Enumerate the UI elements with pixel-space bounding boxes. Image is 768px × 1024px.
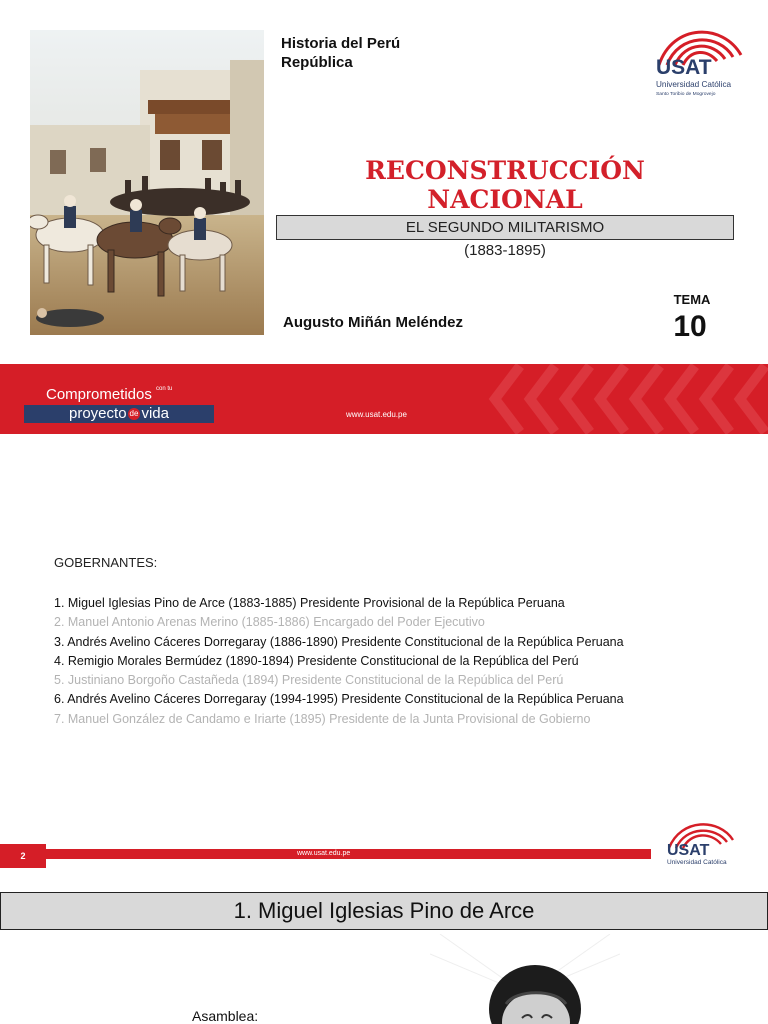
presentation-title [276,156,734,214]
title-line-2: NACIONAL [427,185,583,214]
tema-label: TEMA [673,292,711,307]
usat-logo [653,25,745,105]
historical-painting [30,30,264,335]
rulers-slide [0,434,768,868]
usat-logo-wordmark: USAT [667,842,710,859]
usat-logo-line2: Santo Toribio de Mogrovejo [656,92,716,97]
subtitle-box: EL SEGUNDO MILITARISMO [276,215,734,240]
asamblea-label: Asamblea: [192,1008,259,1024]
usat-logo-line1: Universidad Católica [656,80,732,89]
list-item: 5. Justiniano Borgoño Castañeda (1894) Presidente Constitucional de la República del Perú [54,673,564,688]
list-item: 4. Remigio Morales Bermúdez (1890-1894) Presidente Constitucional de la República del Perú [54,653,579,668]
portrait-image [430,934,620,1024]
iglesias-slide [0,868,768,1024]
rulers-list [54,594,624,729]
course-period: República [281,54,353,71]
slogan-line-2 [24,405,214,423]
author-name: Augusto Miñán Meléndez [283,314,463,331]
website-link[interactable]: www.usat.edu.pe [297,850,351,857]
tema-number: 10 [673,310,707,343]
slogan-word-vida: vida [141,405,169,422]
usat-logo-line1: Universidad Católica [667,859,727,866]
slide-title: 1. Miguel Iglesias Pino de Arce [0,892,768,930]
course-name: Historia del Perú [281,35,401,52]
course-title [281,34,400,72]
list-item: 1. Miguel Iglesias Pino de Arce (1883-1885) Presidente Provisional de la República Peruana [54,596,565,610]
list-item: 2. Manuel Antonio Arenas Merino (1885-1886) Encargado del Poder Ejecutivo [54,615,485,630]
usat-logo [665,818,737,874]
title-line-1: RECONSTRUCCIÓN [365,156,645,185]
slogan-de-badge: de [129,409,139,419]
title-slide [0,0,768,434]
page-number: 2 [0,844,46,868]
slogan-small-text: con tu [156,386,173,392]
slogan-word-proyecto: proyecto [69,405,127,422]
date-range: (1883-1895) [464,242,546,259]
list-item: 7. Manuel González de Candamo e Iriarte (1895) Presidente de la Junta Provisional de Gobierno [54,711,591,726]
website-link[interactable]: www.usat.edu.pe [346,410,407,419]
usat-logo-wordmark: USAT [656,56,712,79]
list-item: 3. Andrés Avelino Cáceres Dorregaray (1886-1890) Presidente Constitucional de la República Peruana [54,634,624,649]
list-item: 6. Andrés Avelino Cáceres Dorregaray (1994-1995) Presidente Constitucional de la República Peruana [54,692,624,707]
rulers-heading: GOBERNANTES: [54,555,158,570]
slogan-line-1 [46,386,172,403]
slogan-word-comprometidos: Comprometidos [46,386,152,403]
